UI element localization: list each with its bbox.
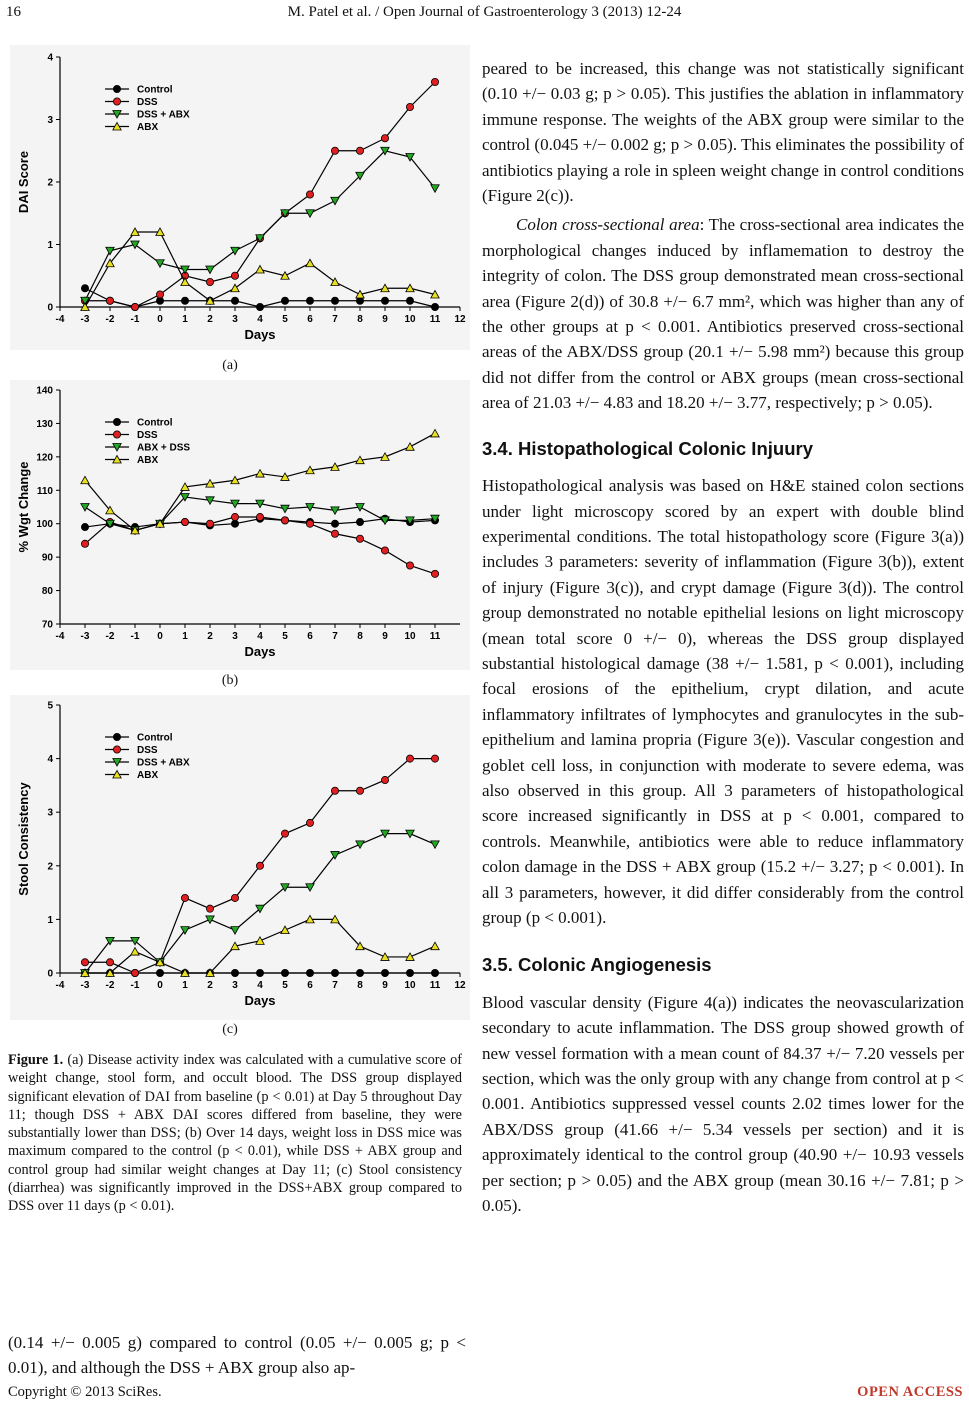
data-point [231, 520, 238, 527]
x-tick-label: 8 [357, 314, 363, 325]
x-tick-label: -2 [105, 631, 115, 642]
data-point [181, 894, 188, 901]
legend-label: DSS [137, 745, 158, 756]
stool-chart [10, 695, 470, 1020]
x-tick-label: -3 [80, 980, 90, 991]
x-tick-label: 12 [454, 980, 466, 991]
x-tick-label: 9 [382, 314, 388, 325]
page-header [0, 4, 969, 26]
data-point [331, 787, 338, 794]
legend-marker [113, 98, 120, 105]
figure-1a [10, 45, 470, 350]
data-point [406, 562, 413, 569]
legend-marker [113, 85, 120, 92]
x-tick-label: 7 [332, 631, 338, 642]
x-tick-label: 5 [282, 980, 288, 991]
y-tick-label: 80 [41, 586, 53, 598]
x-tick-label: 3 [232, 314, 238, 325]
data-point [331, 969, 338, 976]
figure-label-c: (c) [222, 1022, 238, 1037]
data-point [231, 297, 238, 304]
y-tick-label: 4 [47, 754, 53, 766]
x-tick-label: 4 [257, 631, 263, 642]
chart-background [10, 695, 470, 1020]
data-point [281, 830, 288, 837]
data-point [206, 905, 213, 912]
legend-marker [113, 733, 120, 740]
legend-label: DSS + ABX [137, 757, 190, 769]
legend-label: ABX + DSS [137, 442, 191, 454]
data-point [381, 135, 388, 142]
y-axis-label: Stool Consistency [16, 782, 31, 896]
y-axis-label: DAI Score [16, 150, 31, 214]
cross-section-lead: Colon cross-sectional area [516, 215, 700, 235]
data-point [431, 570, 438, 577]
x-tick-label: 3 [232, 631, 238, 642]
data-point [231, 513, 238, 520]
x-tick-label: 0 [157, 631, 163, 642]
legend-marker [113, 431, 120, 438]
open-access-label: OPEN ACCESS [857, 1384, 963, 1400]
paragraph-spleen: peared to be increased, this change was not statistically significant (0.10 +/− 0.03 g; p > 0.05). This justifies the ablation in inflammatory immune response. The weights of the ABX group were similar to the control (0.045 +/− 0.002 g; p > 0.05). This eliminates the possibility of antibiotics playing a role in spleen weight change in control conditions (Figure 2(c)). [482, 59, 964, 206]
y-tick-label: 110 [36, 485, 53, 497]
y-tick-label: 4 [47, 52, 53, 64]
x-tick-label: -3 [80, 631, 90, 642]
data-point [431, 755, 438, 762]
figure-label-b: (b) [221, 673, 239, 688]
y-tick-label: 130 [36, 418, 53, 430]
x-tick-label: 1 [182, 631, 188, 642]
x-tick-label: 10 [404, 631, 416, 642]
paragraph-cross-section [482, 212, 964, 415]
x-axis-label: Days [244, 644, 276, 659]
data-point [381, 969, 388, 976]
y-tick-label: 70 [41, 619, 53, 631]
page-footer [0, 1380, 969, 1404]
x-tick-label: 9 [382, 980, 388, 991]
y-tick-label: 1 [47, 914, 53, 926]
data-point [406, 297, 413, 304]
y-tick-label: 2 [47, 177, 53, 189]
x-tick-label: -4 [55, 980, 65, 991]
data-point [231, 969, 238, 976]
legend-label: Control [137, 732, 173, 744]
x-tick-label: 10 [404, 980, 416, 991]
x-tick-label: 6 [307, 980, 313, 991]
legend-label: DSS [137, 97, 158, 108]
data-point [406, 103, 413, 110]
y-tick-label: 100 [36, 519, 53, 531]
section-heading-angiogenesis: 3.5. Colonic Angiogenesis [482, 954, 712, 976]
section-heading-histopathology: 3.4. Histopathological Colonic Injuury [482, 437, 813, 459]
data-point [256, 303, 263, 310]
x-tick-label: 6 [307, 631, 313, 642]
data-point [281, 517, 288, 524]
chart-background [10, 45, 470, 350]
data-point [156, 969, 163, 976]
y-tick-label: 5 [47, 700, 53, 712]
y-tick-label: 3 [47, 115, 53, 126]
x-tick-label: 0 [157, 314, 163, 325]
data-point [356, 535, 363, 542]
paragraph-angiogenesis: Blood vascular density (Figure 4(a)) indicates the neovascularization secondary to acute inflammation. The DSS group showed growth of new vessel formation with a mean count of 84.37 +/− 7.20 vessels per section, which was the only group with any change from control at p < 0.001. Antibiotics suppressed vessel counts 2.02 times lower for the ABX/DSS group (41.66 +/− 5.34 vessels per section) and it is approximately identical to the control group (40.90 +/− 10.93 vessels per section; p > 0.05) and the ABX group (mean 30.16 +/− 7.81; p > 0.05). [482, 992, 964, 1216]
data-point [306, 191, 313, 198]
figure-caption [8, 1051, 462, 1216]
data-point [231, 272, 238, 279]
y-tick-label: 3 [47, 807, 53, 819]
data-point [81, 523, 88, 530]
y-axis-label: % Wgt Change [16, 461, 31, 553]
x-tick-label: 2 [207, 980, 213, 991]
x-tick-label: 6 [307, 314, 313, 325]
legend-marker [113, 746, 120, 753]
x-tick-label: 11 [429, 631, 441, 642]
x-tick-label: 2 [207, 631, 213, 642]
y-tick-label: 0 [47, 968, 53, 980]
x-tick-label: -1 [130, 631, 140, 642]
chart-background [10, 380, 470, 670]
data-point [306, 819, 313, 826]
data-point [81, 540, 88, 547]
y-tick-label: 1 [47, 240, 53, 251]
x-tick-label: 9 [382, 631, 388, 642]
data-point [356, 147, 363, 154]
figure-1b [10, 380, 470, 670]
data-point [356, 969, 363, 976]
data-point [331, 520, 338, 527]
data-point [406, 755, 413, 762]
data-point [156, 291, 163, 298]
x-tick-label: 11 [429, 314, 441, 325]
dai-chart [10, 45, 470, 350]
legend-label: ABX [137, 122, 159, 133]
data-point [306, 520, 313, 527]
data-point [381, 776, 388, 783]
y-tick-label: 2 [47, 861, 53, 873]
data-point [306, 969, 313, 976]
x-tick-label: 1 [182, 314, 188, 325]
x-tick-label: -4 [55, 631, 65, 642]
x-tick-label: -3 [80, 314, 90, 325]
data-point [206, 278, 213, 285]
x-tick-label: 5 [282, 631, 288, 642]
running-title: M. Patel et al. / Open Journal of Gastroenterology 3 (2013) 12-24 [287, 4, 682, 20]
x-tick-label: -2 [105, 314, 115, 325]
data-point [431, 969, 438, 976]
x-tick-label: 11 [429, 980, 441, 991]
right-column [482, 56, 964, 1218]
y-tick-label: 90 [41, 552, 53, 564]
x-tick-label: -1 [130, 314, 140, 325]
legend-label: Control [137, 417, 173, 429]
x-axis-label: Days [244, 327, 276, 342]
data-point [181, 297, 188, 304]
x-tick-label: 4 [257, 314, 263, 325]
data-point [381, 547, 388, 554]
copyright: Copyright © 2013 SciRes. [8, 1384, 162, 1400]
x-tick-label: -4 [55, 314, 65, 325]
data-point [431, 303, 438, 310]
data-point [431, 78, 438, 85]
left-column-text: (0.14 +/− 0.005 g) compared to control (0.05 +/− 0.005 g; p < 0.01), and although the DSS + ABX group also ap- [8, 1333, 466, 1377]
x-tick-label: 7 [332, 314, 338, 325]
x-tick-label: 3 [232, 980, 238, 991]
caption-text: (a) Disease activity index was calculated with a cumulative score of weight change, stool form, and occult blood. The DSS group displayed significant elevation of DAI from baseline (p < 0.01) at Day 5 throughout Day 11; though DSS + ABX DAI scores differed from baseline, they were substantially lower than DSS; (b) Over 14 days, weight loss in DSS mice was maximum compared to the control (p < 0.01), while DSS + ABX group and control group had similar weight changes at Day 11; (c) Stool consistency (diarrhea) was significantly improved in the DSS+ABX group compared to DSS over 11 days (p < 0.01). [8, 1052, 462, 1215]
paragraph-histopathology: Histopathological analysis was based on H&E stained colon sections under light microscopy scored by an expert with double blind experimental conditions. The total histopathology score (Figure 3(a)) includes 3 parameters: severity of inflammation (Figure 3(b)), extent of injury (Figure 3(c)), and crypt damage (Figure 3(d)). The control group demonstrated no notable epithelial lesions on light microscopy (mean total score 0 +/− 0), whereas the DSS group displayed substantial histological damage (38 +/− 1.581, p < 0.001), including focal erosions of the epithelium, crypt dilation, and acute inflammatory infiltrates of lymphocytes and granulocytes in the sub-epithelium and lamina propria (Figure 3(e)). Vascular congestion and goblet cell loss, in conjunction with moderate to severe edema, was also observed in this group. All 3 parameters of histopathological score increased significantly in DSS at p < 0.001, compared to controls. Meanwhile, antibiotics were able to reduce inflammatory colon damage in the DSS + ABX group (15.2 +/− 3.27; p < 0.001). In all 3 parameters, however, it did differ considerably from the control group (p < 0.001). [482, 476, 964, 927]
legend-label: Control [137, 84, 173, 96]
data-point [206, 520, 213, 527]
data-point [306, 297, 313, 304]
data-point [131, 969, 138, 976]
x-tick-label: 4 [257, 980, 263, 991]
data-point [331, 530, 338, 537]
x-tick-label: -2 [105, 980, 115, 991]
x-tick-label: 12 [454, 314, 466, 325]
data-point [256, 862, 263, 869]
data-point [356, 518, 363, 525]
page-number: 16 [6, 4, 21, 20]
legend-label: DSS + ABX [137, 109, 190, 121]
x-tick-label: 5 [282, 314, 288, 325]
y-tick-label: 0 [47, 302, 53, 314]
legend-marker [113, 418, 120, 425]
data-point [256, 969, 263, 976]
y-tick-label: 120 [36, 452, 53, 464]
data-point [106, 959, 113, 966]
data-point [131, 303, 138, 310]
x-tick-label: 8 [357, 631, 363, 642]
legend-label: DSS [137, 430, 158, 441]
figure-label-a: (a) [222, 358, 238, 373]
caption-label: Figure 1. [8, 1052, 64, 1068]
x-tick-label: 7 [332, 980, 338, 991]
data-point [181, 518, 188, 525]
data-point [231, 894, 238, 901]
data-point [81, 959, 88, 966]
x-tick-label: 1 [182, 980, 188, 991]
legend-label: ABX [137, 770, 159, 781]
x-axis-label: Days [244, 993, 276, 1008]
data-point [406, 969, 413, 976]
data-point [256, 513, 263, 520]
data-point [81, 285, 88, 292]
x-tick-label: 0 [157, 980, 163, 991]
weight-chart [10, 380, 470, 670]
x-tick-label: 10 [404, 314, 416, 325]
data-point [331, 297, 338, 304]
data-point [281, 297, 288, 304]
figure-1c [10, 695, 470, 1020]
x-tick-label: -1 [130, 980, 140, 991]
y-tick-label: 140 [36, 385, 53, 397]
x-tick-label: 2 [207, 314, 213, 325]
legend-label: ABX [137, 455, 159, 466]
data-point [106, 297, 113, 304]
data-point [381, 297, 388, 304]
x-tick-label: 8 [357, 980, 363, 991]
data-point [281, 969, 288, 976]
cross-section-text: : The cross-sectional area indicates the morphological changes induced by inflamemation to destroy the integrity of colon. The DSS group demonstrated mean cross-sectional area (Figure 2(d)) of 30.8 +/− 6.7 mm², which was higher than any of the other groups at p < 0.001. Antibiotics preserved cross-sectional areas of the ABX/DSS group (20.1 +/− 5.98 mm²) because this group did not differ from the control or ABX groups (mean cross-sectional area of 21.03 +/− 4.83 and 18.20 +/− 3.77, respectively; p > 0.05). [482, 215, 964, 413]
data-point [356, 787, 363, 794]
data-point [331, 147, 338, 154]
